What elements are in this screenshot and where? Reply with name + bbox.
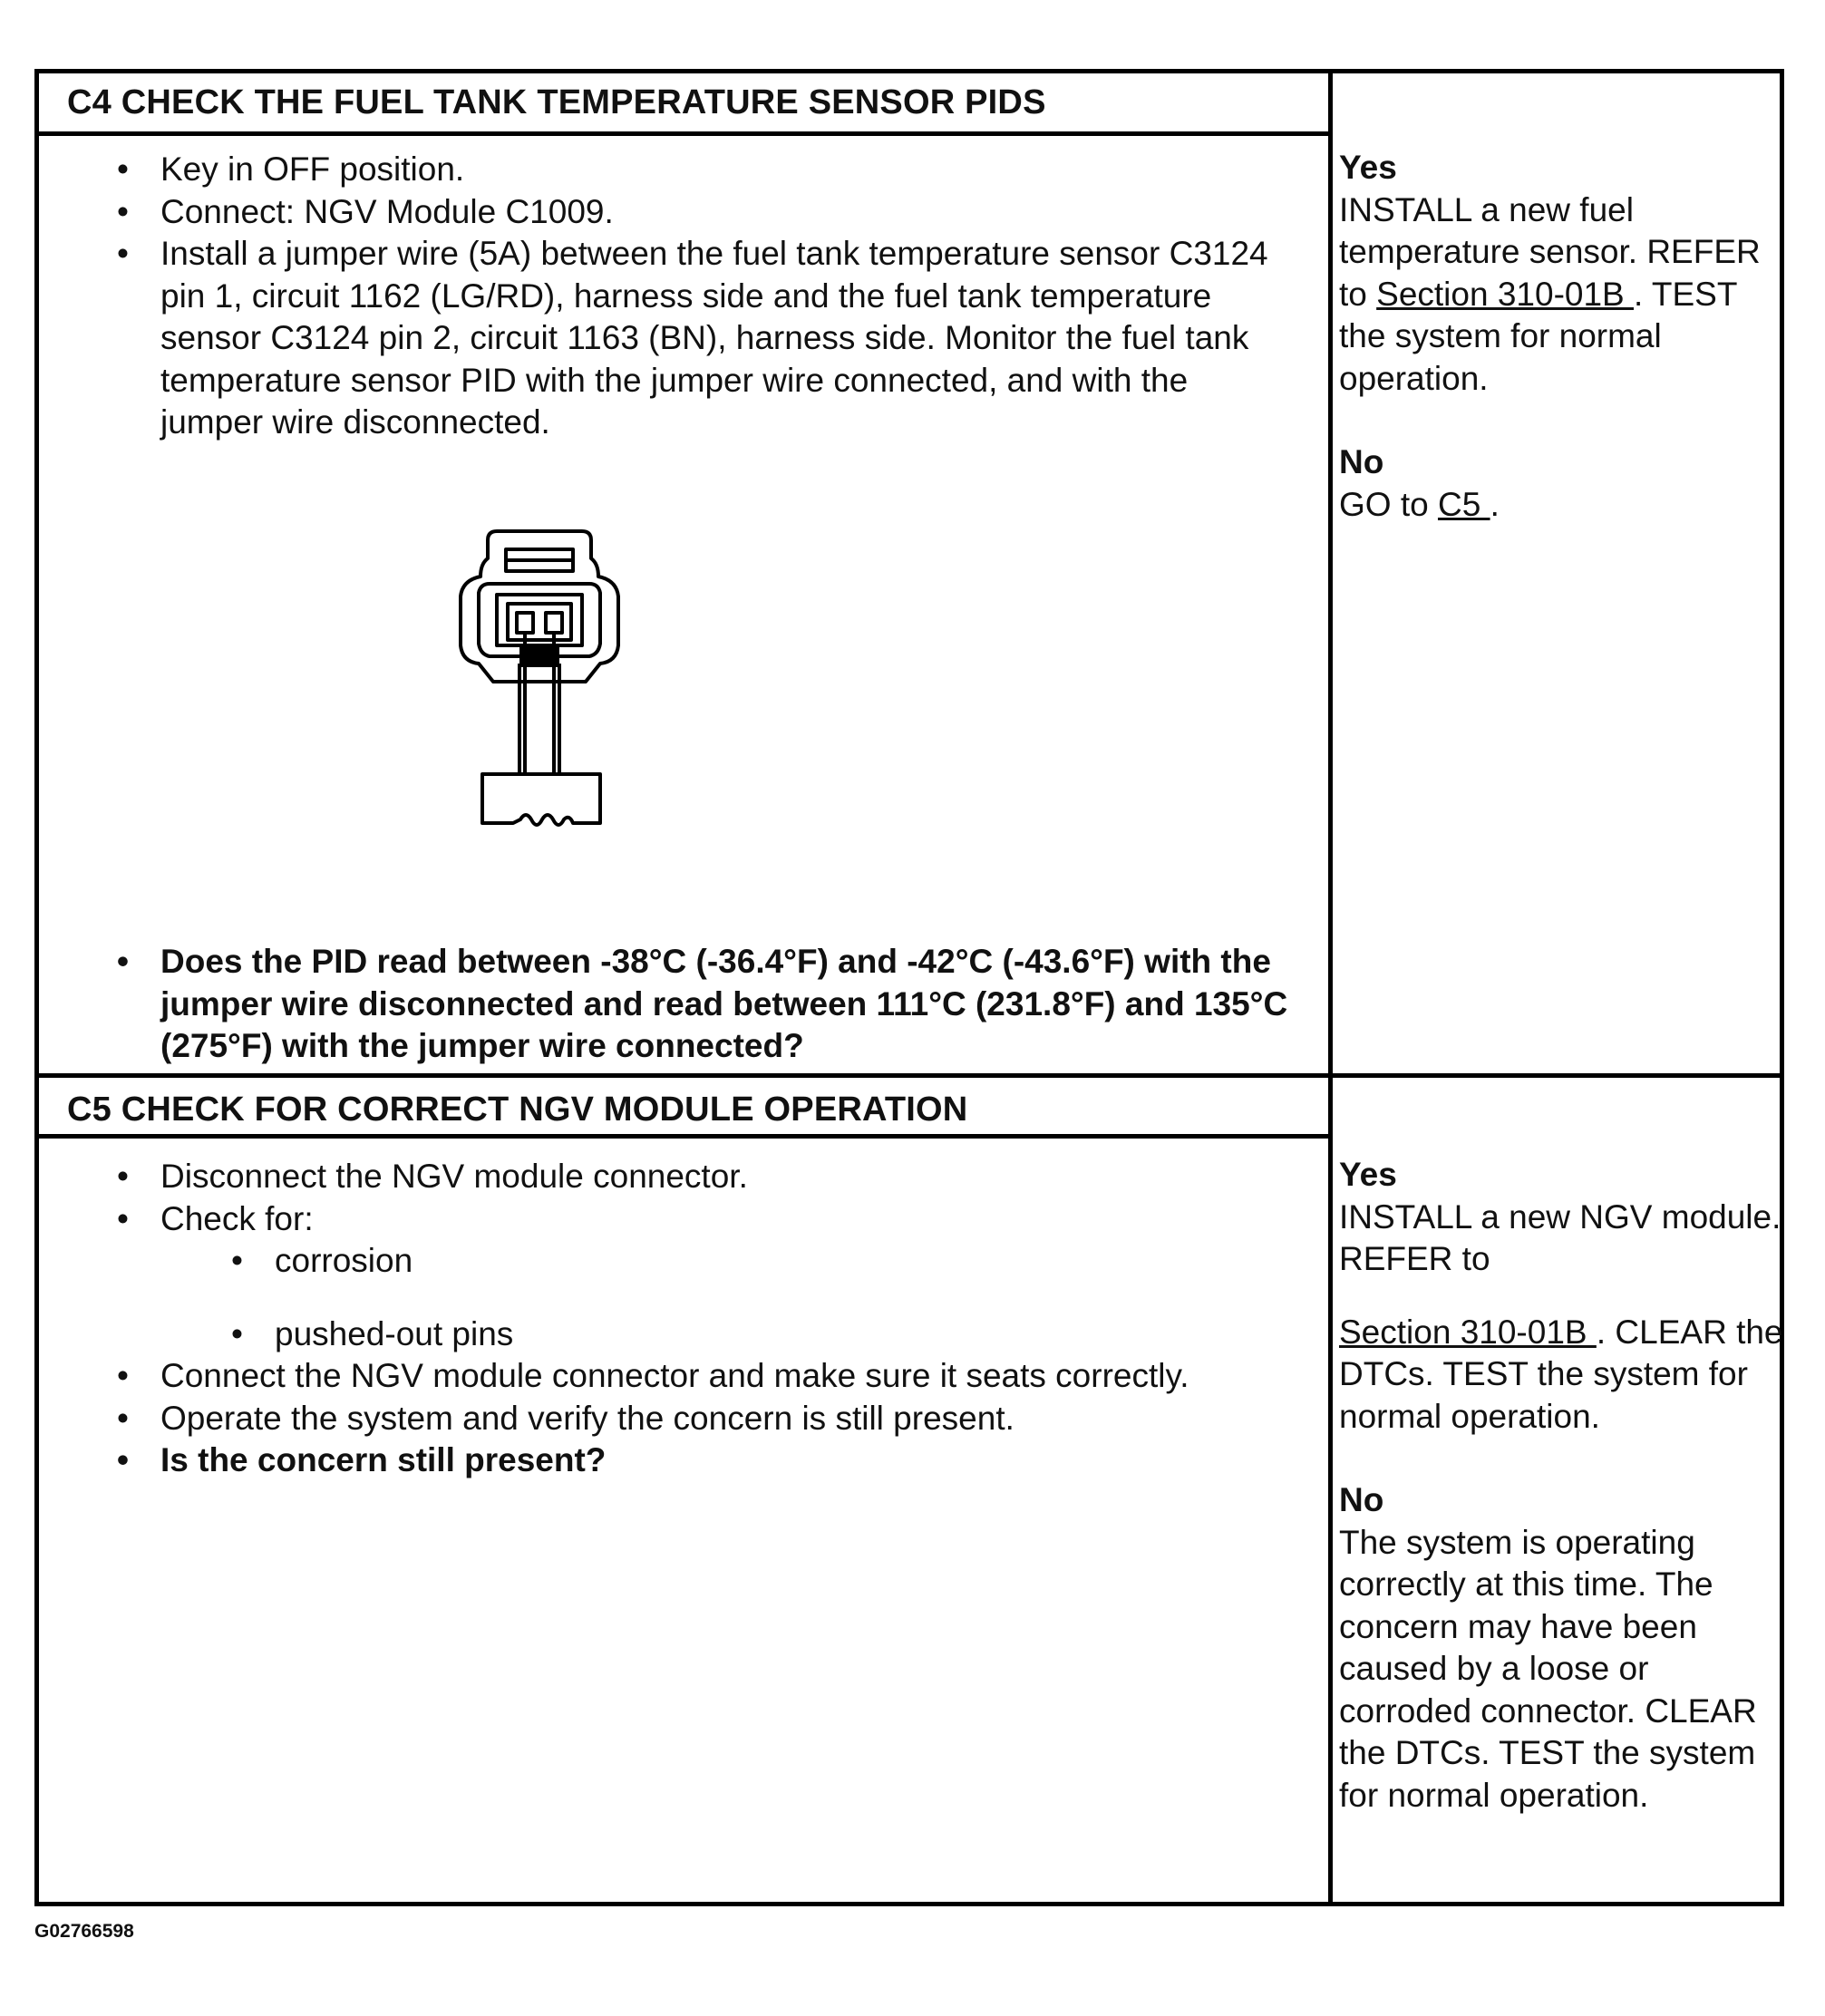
c4-answers [1339, 147, 1783, 567]
c4-no-link-c5[interactable]: C5 [1437, 485, 1490, 523]
c5-yes-block [1339, 1154, 1783, 1438]
c5-yes-text-1: INSTALL a new NGV module. REFER to [1339, 1197, 1781, 1277]
c4-step-2: • Connect: NGV Module C1009. [38, 191, 1294, 234]
c4-question-list [38, 941, 1294, 1068]
c5-step-3: • Connect the NGV module connector and make sure it seats correctly. [38, 1355, 1294, 1398]
c4-title: C4 CHECK THE FUEL TANK TEMPERATURE SENSOR PIDS [67, 83, 1046, 121]
c5-yes-text-2 [1339, 1312, 1783, 1439]
c4-header-rule [39, 131, 1328, 136]
c4-yes-text [1339, 189, 1783, 401]
c4-no-text-part: . [1490, 485, 1500, 523]
c4-step-list [38, 149, 1294, 444]
c4-no-block [1339, 441, 1783, 526]
c4-yes-label: Yes [1339, 149, 1397, 186]
c5-step-4: • Operate the system and verify the concern is still present. [38, 1398, 1294, 1440]
c5-yes-label: Yes [1339, 1156, 1397, 1193]
column-divider [1328, 73, 1333, 1902]
c5-header-rule [39, 1134, 1328, 1139]
c5-no-block [1339, 1479, 1783, 1817]
c5-no-text: The system is operating correctly at this time. The concern may have been caused by a loose or corroded connector. CLEAR the DTCs. TEST the system for normal operation. [1339, 1523, 1757, 1814]
c4-question: • Does the PID read between -38°C (-36.4°F) and -42°C (-43.6°F) with the jumper wire disconnected and read between 111°C (231.8°F) and 135°C (275°F) with the jumper wire connected? [38, 941, 1294, 1068]
c4-step-3: • Install a jumper wire (5A) between the fuel tank temperature sensor C3124 pin 1, circuit 1162 (LG/RD), harness side and the fuel tank temperature sensor C3124 pin 2, circuit 1163 (BN), harness side. Monitor the fuel tank temperature sensor PID with the jumper wire connected, and with the jumper wire disconnected. [38, 233, 1294, 444]
c4-yes-link-section[interactable]: Section 310-01B [1376, 275, 1634, 313]
step-divider [39, 1073, 1780, 1078]
c5-yes-link-section[interactable]: Section 310-01B [1339, 1313, 1597, 1351]
c4-step-1: • Key in OFF position. [38, 149, 1294, 191]
c4-yes-text-part: INSTALL a new fuel temperature sensor. REFER to [1339, 190, 1761, 313]
c5-step-2: • Check for: [38, 1198, 1294, 1241]
c5-step-list [38, 1156, 1294, 1482]
c5-no-label: No [1339, 1481, 1384, 1518]
c5-sub-2: • pushed-out pins [38, 1313, 1294, 1356]
c4-no-text-part: GO to [1339, 485, 1438, 523]
c5-yes-text-part: . CLEAR the DTCs. TEST the system for normal operation. [1339, 1313, 1783, 1435]
c4-no-text [1339, 484, 1783, 527]
c5-question: • Is the concern still present? [38, 1439, 1294, 1482]
figure-id: G02766598 [34, 1921, 134, 1942]
c5-step-1: • Disconnect the NGV module connector. [38, 1156, 1294, 1198]
c4-yes-text-part: . TEST the system for normal operation. [1339, 275, 1737, 397]
c5-answers [1339, 1154, 1783, 1817]
c4-no-label: No [1339, 443, 1384, 480]
c5-title: C5 CHECK FOR CORRECT NGV MODULE OPERATION [67, 1090, 968, 1129]
c5-sub-1: • corrosion [38, 1240, 1294, 1283]
connector-jumper-diagram [453, 528, 626, 836]
c4-yes-block [1339, 147, 1783, 400]
